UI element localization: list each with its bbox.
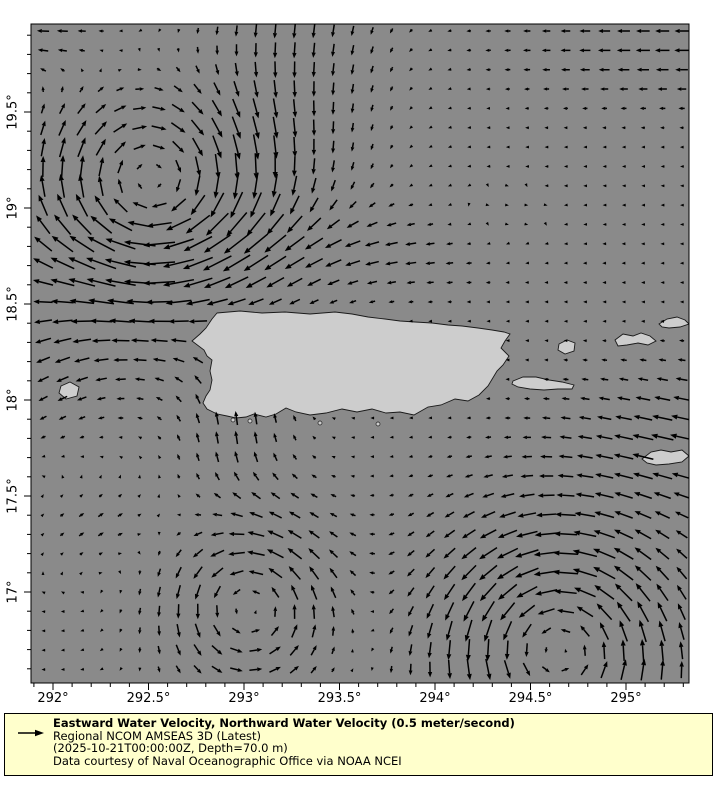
x-tick-label: 292.5° (126, 691, 171, 706)
islet (248, 419, 252, 423)
x-tick-label: 292° (37, 691, 69, 706)
legend-text (53, 717, 515, 767)
x-tick-label: 295° (610, 691, 642, 706)
x-tick-label: 294.5° (508, 691, 553, 706)
reference-arrow-icon (17, 728, 45, 738)
y-tick-label: 18° (5, 388, 21, 412)
legend-title: Eastward Water Velocity, Northward Water Velocity (0.5 meter/second) (53, 716, 515, 730)
legend-time-depth: (2025-10-21T00:00:00Z, Depth=70.0 m) (53, 741, 288, 755)
x-tick-label: 293° (228, 691, 260, 706)
y-tick-label: 19.5° (5, 94, 21, 130)
y-tick-label: 17.5° (5, 478, 21, 514)
legend-box (4, 713, 713, 776)
legend-courtesy: Data courtesy of Naval Oceanographic Office via NOAA NCEI (53, 753, 402, 768)
y-tick-label: 17° (5, 580, 21, 604)
islet (231, 418, 235, 422)
legend-dataset: Regional NCOM AMSEAS 3D (Latest) (53, 728, 262, 743)
x-tick-label: 293.5° (317, 691, 362, 706)
y-tick-label: 18.5° (5, 286, 21, 322)
islet (318, 421, 322, 425)
islet (376, 422, 380, 426)
y-tick-label: 19° (5, 196, 21, 220)
x-tick-label: 294° (419, 691, 451, 706)
